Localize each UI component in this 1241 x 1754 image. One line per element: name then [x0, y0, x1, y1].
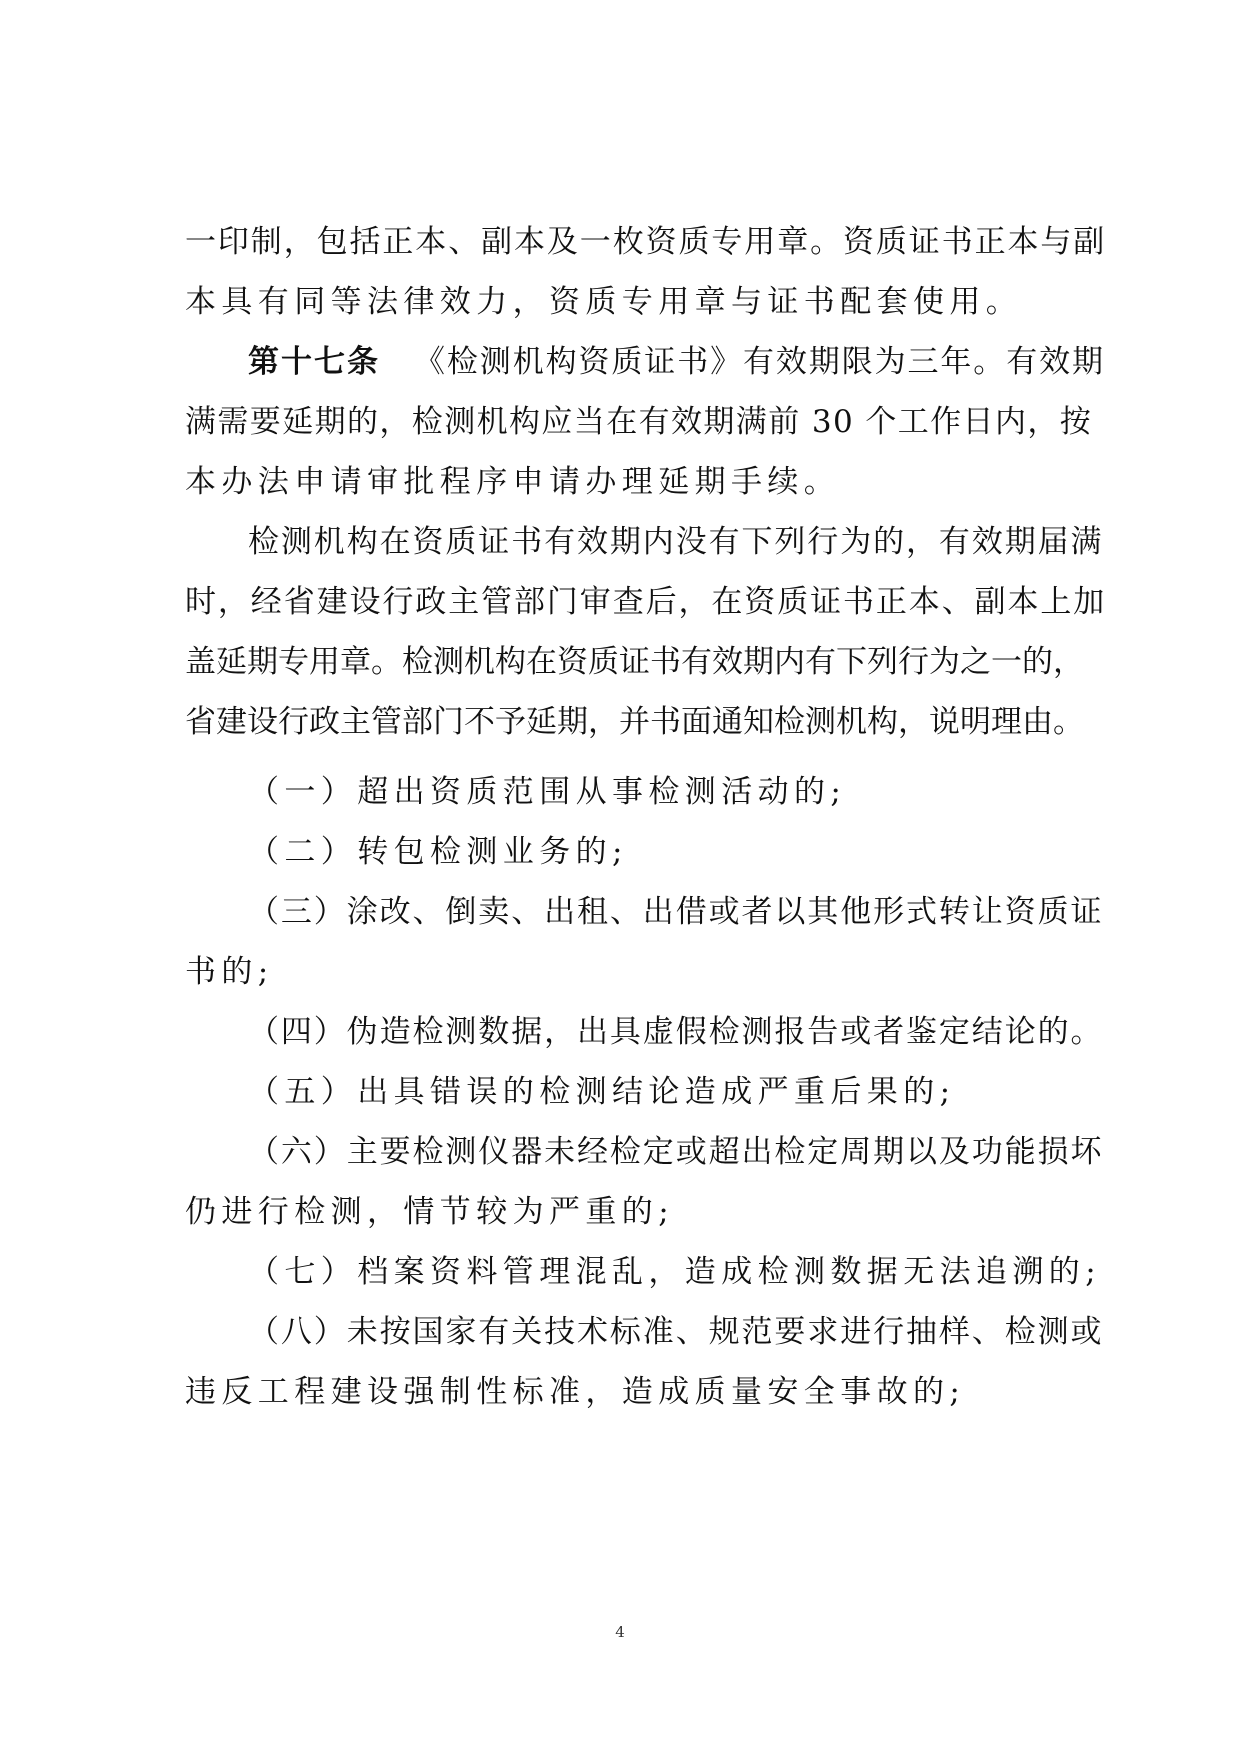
- list-item-continuation: 书的;: [185, 954, 274, 990]
- article-text: 《检测机构资质证书》有效期限为三年。有效期: [414, 344, 1105, 380]
- body-line: 一印制，包括正本、副本及一枚资质专用章。资质证书正本与副: [185, 224, 1107, 260]
- body-line: 本办法申请审批程序申请办理延期手续。: [185, 464, 841, 500]
- body-line: 时，经省建设行政主管部门审查后，在资质证书正本、副本上加: [185, 584, 1107, 620]
- list-item: （六）主要检测仪器未经检定或超出检定周期以及功能损坏: [248, 1134, 1104, 1170]
- list-item: （四）伪造检测数据，出具虚假检测报告或者鉴定结论的。: [248, 1014, 1104, 1050]
- list-item: （二）转包检测业务的;: [248, 834, 628, 870]
- body-line: 满需要延期的，检测机构应当在有效期满前 30 个工作日内，按: [185, 404, 1093, 440]
- body-line: 本具有同等法律效力，资质专用章与证书配套使用。: [185, 284, 1023, 320]
- list-item-continuation: 违反工程建设强制性标准，造成质量安全事故的;: [185, 1374, 966, 1410]
- list-item: （七）档案资料管理混乱，造成检测数据无法追溯的;: [248, 1254, 1102, 1290]
- body-line: 省建设行政主管部门不予延期，并书面通知检测机构，说明理由。: [185, 704, 1084, 740]
- article-17-line: [248, 332, 1105, 392]
- list-item-continuation: 仍进行检测，情节较为严重的;: [185, 1194, 675, 1230]
- list-item: （一）超出资质范围从事检测活动的;: [248, 774, 847, 810]
- body-line: 盖延期专用章。检测机构在资质证书有效期内有下列行为之一的，: [185, 644, 1084, 680]
- list-item: （八）未按国家有关技术标准、规范要求进行抽样、检测或: [248, 1314, 1104, 1350]
- list-item: （三）涂改、倒卖、出租、出借或者以其他形式转让资质证: [248, 894, 1104, 930]
- body-line: 检测机构在资质证书有效期内没有下列行为的，有效期届满: [248, 524, 1104, 560]
- list-item: （五）出具错误的检测结论造成严重后果的;: [248, 1074, 956, 1110]
- page-number: 4: [615, 1623, 625, 1641]
- article-heading: 第十七条: [248, 344, 380, 380]
